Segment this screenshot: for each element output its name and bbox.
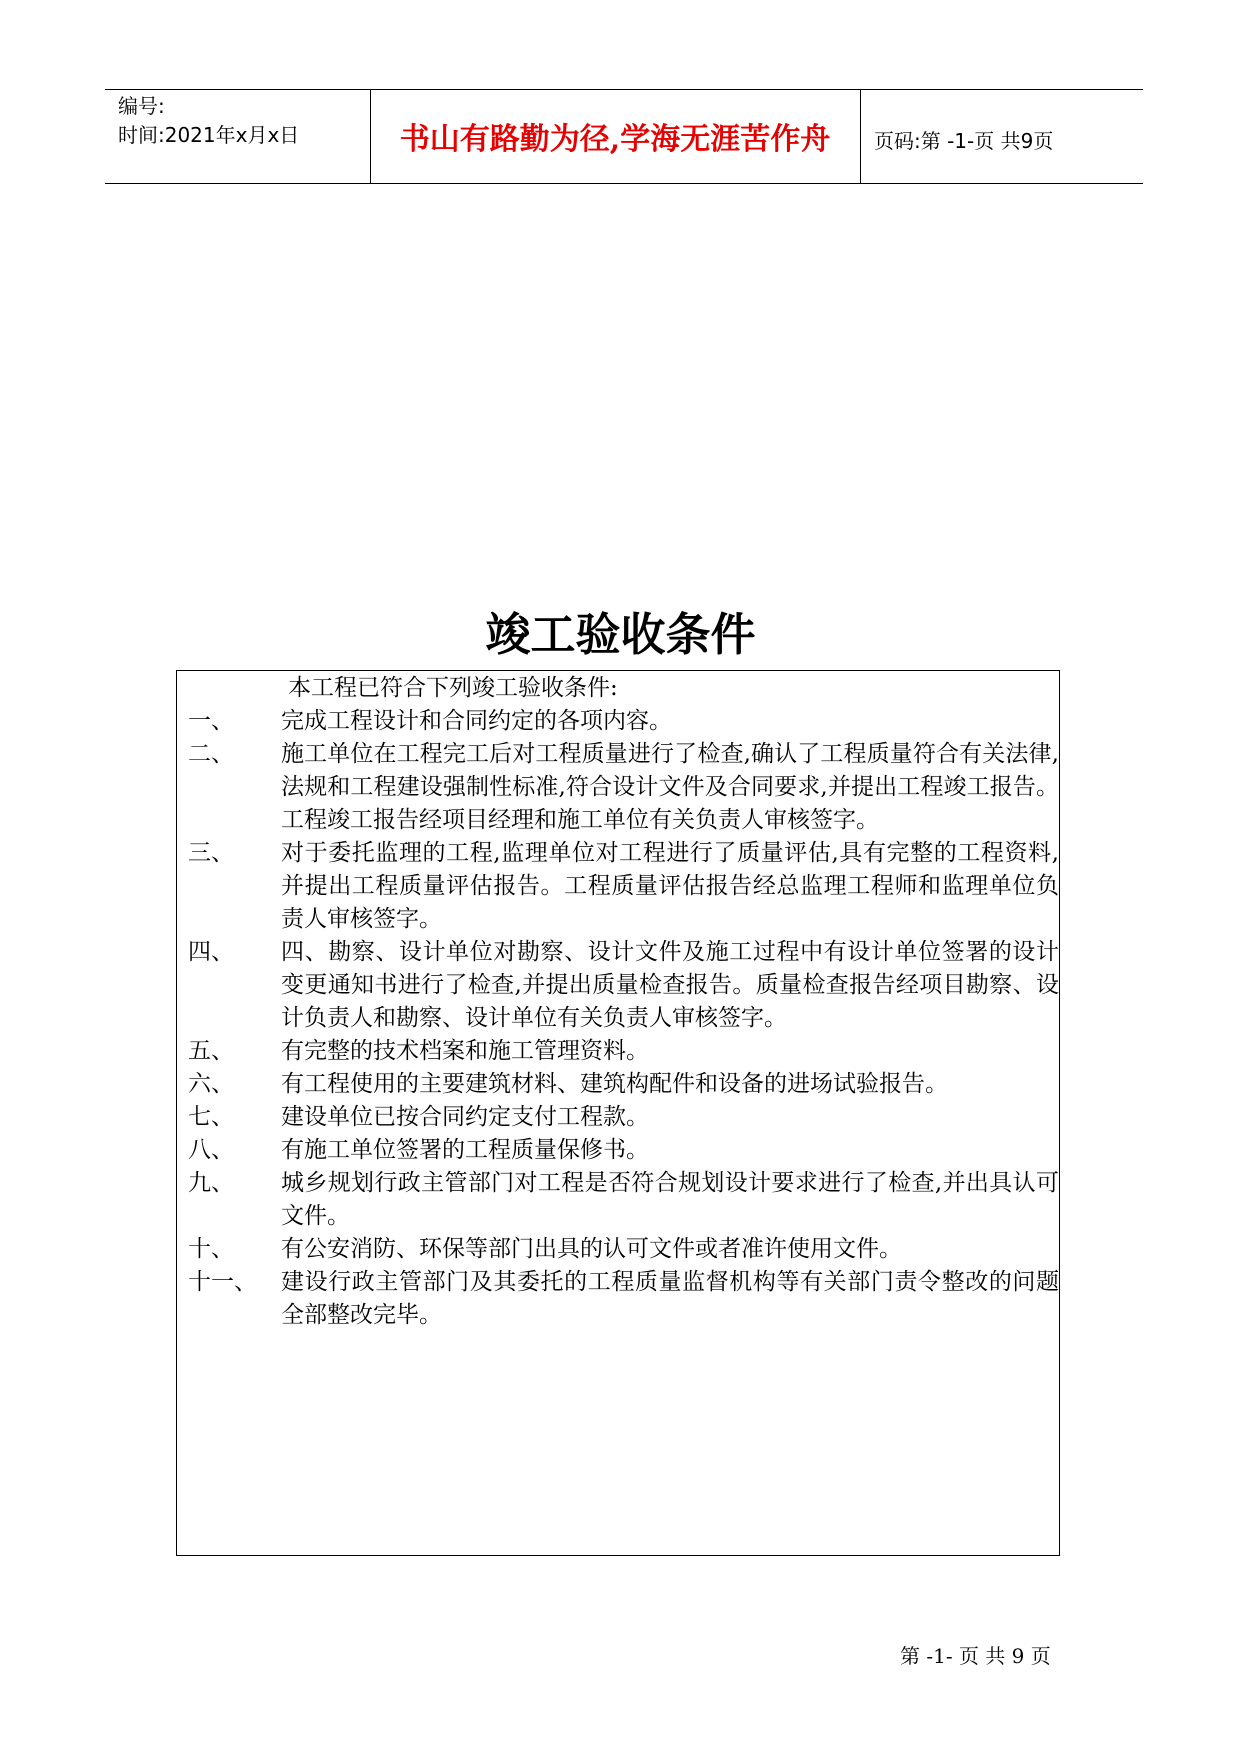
- header-meta: [118, 92, 299, 150]
- header-page-number: 页码:第 -1-页 共9页: [874, 129, 1054, 153]
- header-top-rule: [105, 89, 1143, 90]
- conditions-list: [188, 705, 1060, 1332]
- condition-number: 七、: [188, 1104, 234, 1130]
- condition-text: 有完整的技术档案和施工管理资料。: [281, 1038, 649, 1064]
- conditions-intro: 本工程已符合下列竣工验收条件:: [288, 675, 618, 701]
- condition-text: 建设行政主管部门及其委托的工程质量监督机构等有关部门责令整改的问题全部整改完毕。: [281, 1269, 1059, 1328]
- condition-text: 对于委托监理的工程,监理单位对工程进行了质量评估,具有完整的工程资料,并提出工程质量评估报告。工程质量评估报告经总监理工程师和监理单位负责人审核签字。: [281, 840, 1059, 932]
- conditions-content: [188, 672, 1060, 1332]
- condition-number: 三、: [188, 840, 234, 866]
- condition-number: 五、: [188, 1038, 234, 1064]
- condition-item: [188, 837, 1060, 936]
- condition-number: 二、: [188, 741, 234, 767]
- condition-number: 十、: [188, 1236, 234, 1262]
- condition-item: [188, 1101, 1060, 1134]
- document-title: 竣工验收条件: [485, 608, 756, 661]
- condition-item: [188, 1035, 1060, 1068]
- condition-text: 建设单位已按合同约定支付工程款。: [281, 1104, 649, 1130]
- condition-item: [188, 1167, 1060, 1233]
- condition-number: 四、: [188, 939, 234, 965]
- condition-item: [188, 1068, 1060, 1101]
- header-motto: 书山有路勤为径,学海无涯苦作舟: [399, 122, 831, 157]
- condition-text: 施工单位在工程完工后对工程质量进行了检查,确认了工程质量符合有关法律,法规和工程建设强制性标准,符合设计文件及合同要求,并提出工程竣工报告。工程竣工报告经项目经理和施工单位有关负责人审核签字。: [281, 741, 1059, 833]
- condition-item: [188, 1134, 1060, 1167]
- condition-number: 十一、: [188, 1269, 257, 1295]
- condition-item: [188, 1266, 1060, 1332]
- header-divider-right: [860, 90, 861, 183]
- condition-number: 九、: [188, 1170, 234, 1196]
- condition-text: 四、勘察、设计单位对勘察、设计文件及施工过程中有设计单位签署的设计变更通知书进行了检查,并提出质量检查报告。质量检查报告经项目勘察、设计负责人和勘察、设计单位有关负责人审核签字。: [281, 939, 1059, 1031]
- condition-text: 完成工程设计和合同约定的各项内容。: [281, 708, 672, 734]
- condition-text: 有公安消防、环保等部门出具的认可文件或者准许使用文件。: [281, 1236, 902, 1262]
- condition-number: 六、: [188, 1071, 234, 1097]
- condition-item: [188, 738, 1060, 837]
- condition-number: 一、: [188, 708, 234, 734]
- condition-number: 八、: [188, 1137, 234, 1163]
- serial-label: 编号:: [118, 94, 165, 118]
- condition-item: [188, 705, 1060, 738]
- condition-text: 城乡规划行政主管部门对工程是否符合规划设计要求进行了检查,并出具认可文件。: [281, 1170, 1059, 1229]
- footer-page-number: 第 -1- 页 共 9 页: [900, 1644, 1051, 1668]
- condition-text: 有施工单位签署的工程质量保修书。: [281, 1137, 649, 1163]
- condition-text: 有工程使用的主要建筑材料、建筑构配件和设备的进场试验报告。: [281, 1071, 948, 1097]
- time-label: 时间:2021年x月x日: [118, 123, 300, 147]
- header-bottom-rule: [105, 183, 1143, 184]
- condition-item: [188, 1233, 1060, 1266]
- condition-item: [188, 936, 1060, 1035]
